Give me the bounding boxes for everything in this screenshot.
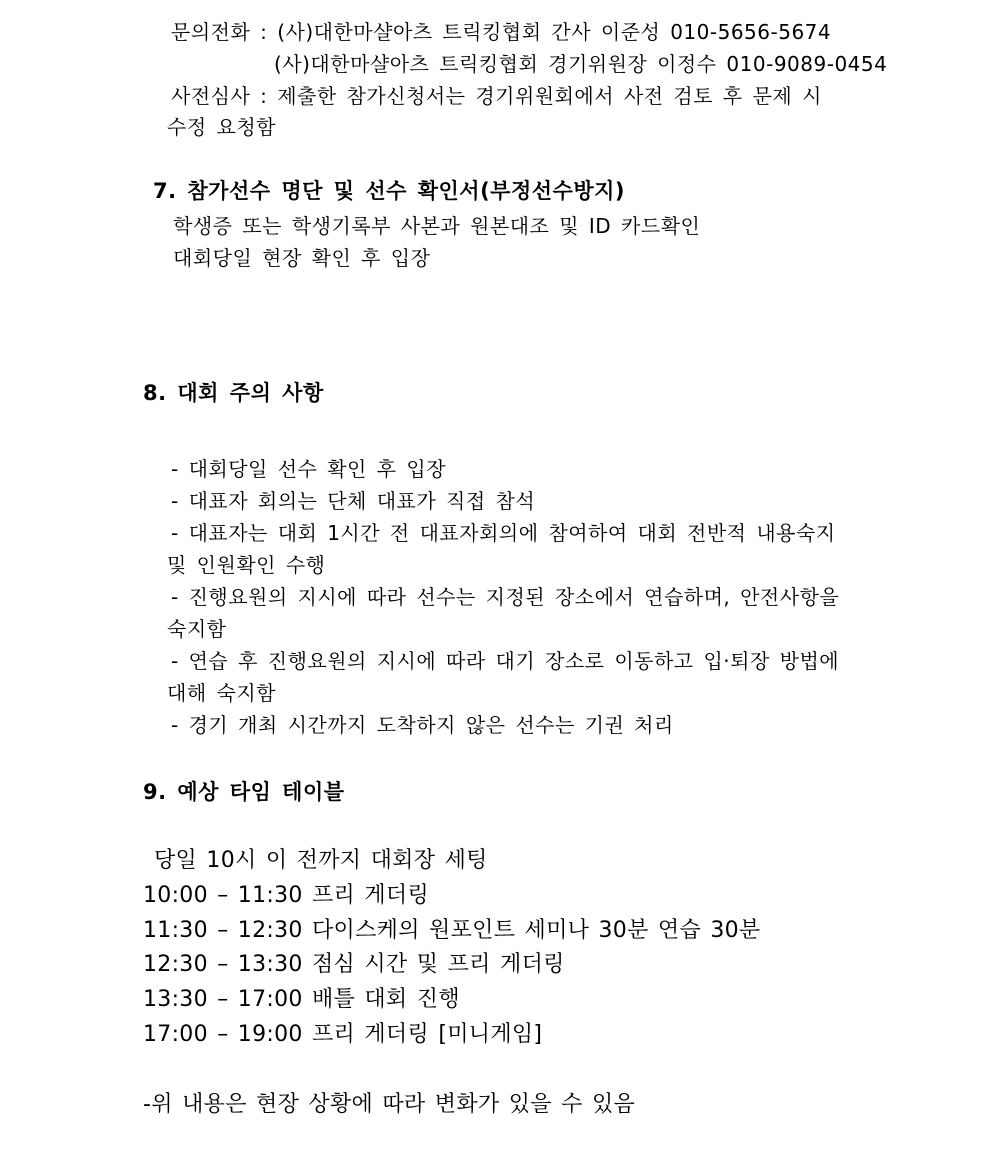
schedule-setup-line: 당일 10시 이 전까지 대회장 세팅 [154,848,488,873]
schedule-row: 12:30 – 13:30 점심 시간 및 프리 게더링 [143,952,565,977]
section-8-item-continuation: 숙지함 [167,617,227,641]
section-7-heading: 7. 참가선수 명단 및 선수 확인서(부정선수방지) [153,179,625,203]
section-8-item: - 진행요원의 지시에 따라 선수는 지정된 장소에서 연습하며, 안전사항을 [171,585,840,609]
section-7-line: 대회당일 현장 확인 후 입장 [173,246,431,270]
section-7-line: 학생증 또는 학생기록부 사본과 원본대조 및 ID 카드확인 [173,214,701,238]
section-8-item: - 대표자 회의는 단체 대표가 직접 참석 [171,489,536,513]
pre-review-line-1: 사전심사 : 제출한 참가신청서는 경기위원회에서 사전 검토 후 문제 시 [171,84,822,108]
section-8-heading: 8. 대회 주의 사항 [143,381,324,405]
section-8-item: - 대회당일 선수 확인 후 입장 [171,457,447,481]
contact-phone-line-1: 문의전화 : (사)대한마샬아츠 트릭킹협회 간사 이준성 010-5656-5674 [171,20,832,44]
schedule-note: -위 내용은 현장 상황에 따라 변화가 있을 수 있음 [143,1092,636,1117]
section-8-item: - 연습 후 진행요원의 지시에 따라 대기 장소로 이동하고 입·퇴장 방법에 [171,649,840,673]
contact-phone-line-2: (사)대한마샬아츠 트릭킹협회 경기위원장 이정수 010-9089-0454 [274,52,888,76]
schedule-row: 11:30 – 12:30 다이스케의 원포인트 세미나 30분 연습 30분 [143,918,761,943]
section-8-item: - 대표자는 대회 1시간 전 대표자회의에 참여하여 대회 전반적 내용숙지 [171,521,836,545]
section-8-item-continuation: 대해 숙지함 [167,681,276,705]
schedule-row: 13:30 – 17:00 배틀 대회 진행 [143,987,460,1012]
schedule-row: 10:00 – 11:30 프리 게더링 [143,883,430,908]
pre-review-line-2: 수정 요청함 [167,115,276,139]
schedule-row: 17:00 – 19:00 프리 게더링 [미니게임] [143,1022,543,1047]
section-9-heading: 9. 예상 타임 테이블 [143,780,345,804]
section-8-item: - 경기 개최 시간까지 도착하지 않은 선수는 기권 처리 [171,713,674,737]
section-8-item-continuation: 및 인원확인 수행 [167,553,326,577]
